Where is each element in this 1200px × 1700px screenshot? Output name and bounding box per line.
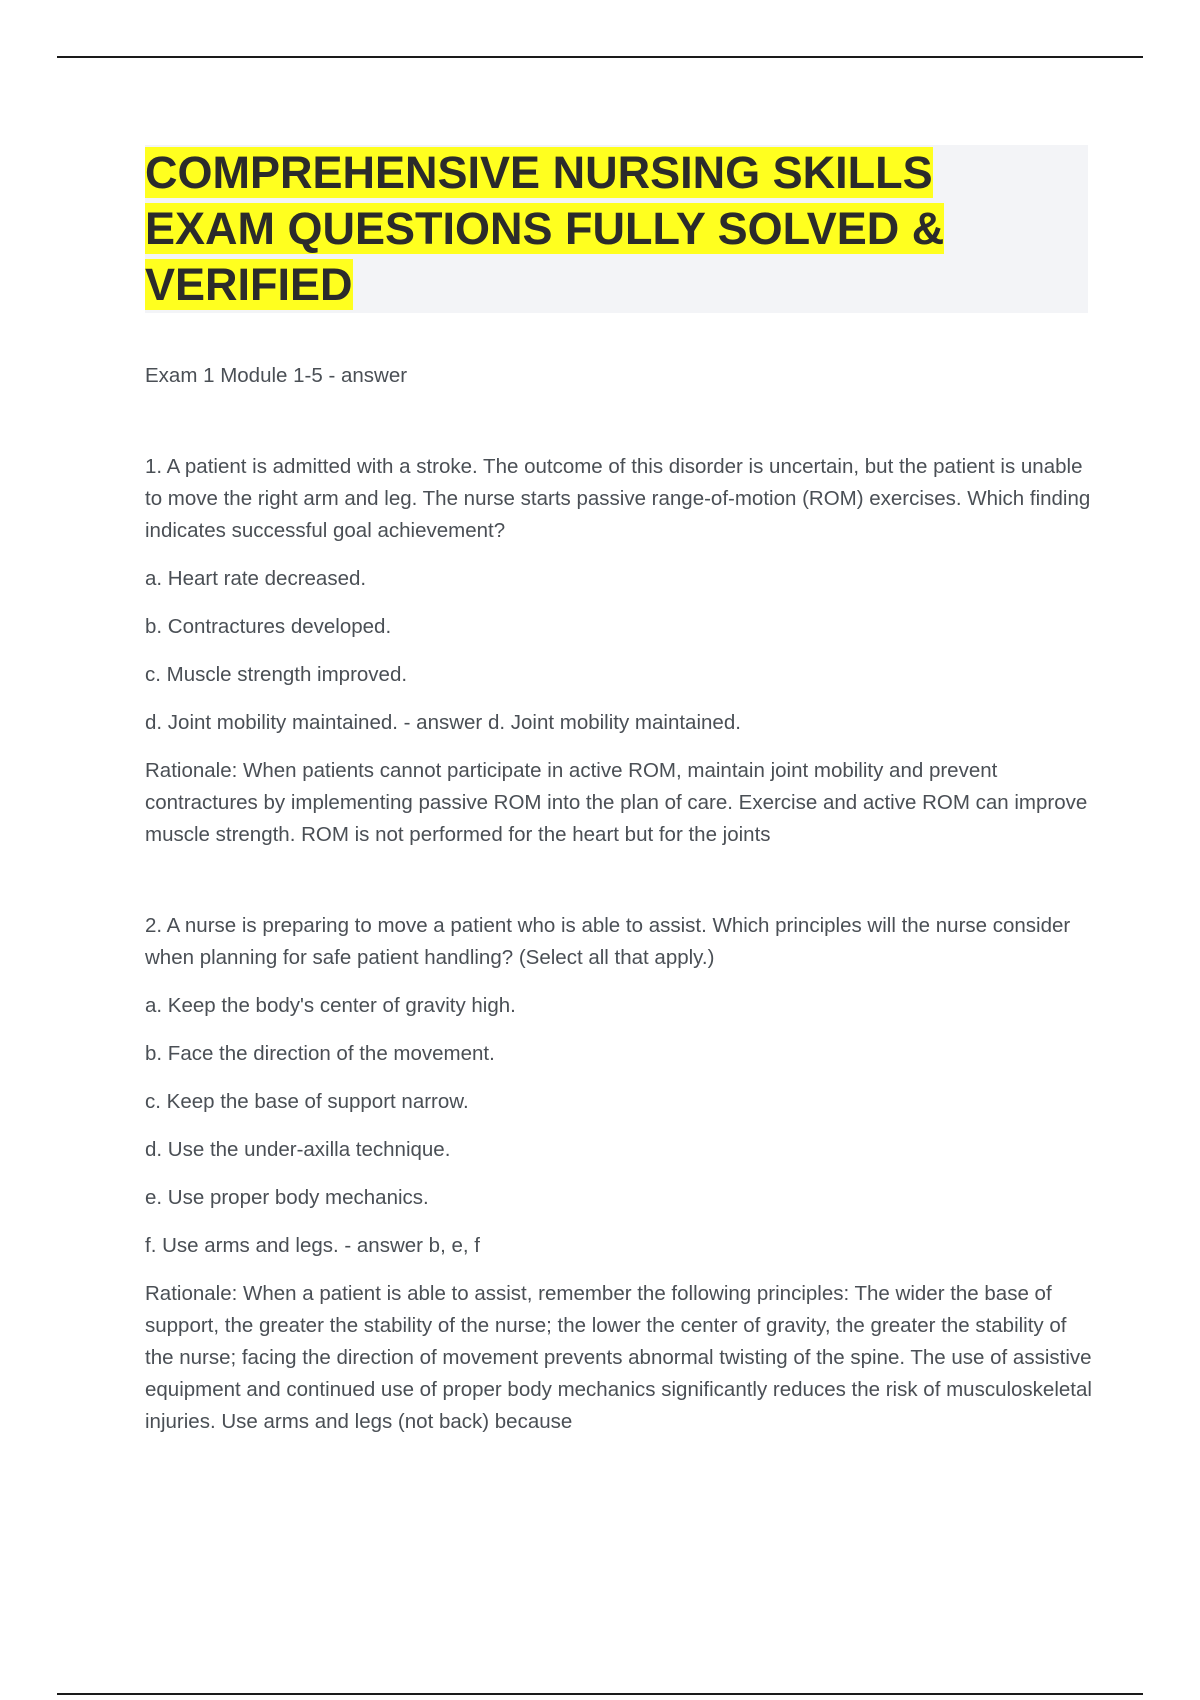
question-stem: 1. A patient is admitted with a stroke. The outcome of this disorder is uncertain, but the patient is unable to move the right arm and leg. The nurse starts passive range-of-motion (ROM) exercises. Which finding indicates successful goal achievement? xyxy=(145,455,1091,542)
top-rule xyxy=(57,56,1143,58)
rationale-text: Rationale: When a patient is able to assist, remember the following principles: The wider the base of support, the greater the stability of the nurse; the lower the center of gravity, the greater the stability of the nurse; facing the direction of movement prevents abnormal twisting of the spine. The use of assistive equipment and continued use of proper body mechanics significantly reduces the risk of musculoskeletal injuries. Use arms and legs (not back) because xyxy=(145,1282,1092,1433)
answer-option: e. Use proper body mechanics. xyxy=(145,1186,429,1209)
answer-option: b. Face the direction of the movement. xyxy=(145,1042,495,1065)
title-line-2: EXAM QUESTIONS FULLY SOLVED & xyxy=(145,203,945,254)
question-1 xyxy=(145,451,1095,851)
answer-option: c. Muscle strength improved. xyxy=(145,663,408,686)
answer-option: a. Heart rate decreased. xyxy=(145,567,367,590)
title-line-1: COMPREHENSIVE NURSING SKILLS xyxy=(145,147,933,198)
bottom-rule xyxy=(57,1693,1143,1695)
title-line-3: VERIFIED xyxy=(145,259,353,310)
question-2 xyxy=(145,910,1095,1438)
document-title xyxy=(145,145,1088,313)
question-stem: 2. A nurse is preparing to move a patient who is able to assist. Which principles will the nurse consider when planning for safe patient handling? (Select all that apply.) xyxy=(145,914,1071,969)
rationale-text: Rationale: When patients cannot participate in active ROM, maintain joint mobility and prevent contractures by implementing passive ROM into the plan of care. Exercise and active ROM can improve muscle strength. ROM is not performed for the heart but for the joints xyxy=(145,759,1088,846)
answer-option: d. Use the under-axilla technique. xyxy=(145,1138,451,1161)
answer-option: d. Joint mobility maintained. - answer d. Joint mobility maintained. xyxy=(145,711,741,734)
answer-option: f. Use arms and legs. - answer b, e, f xyxy=(145,1234,480,1257)
title-block xyxy=(145,145,1088,313)
document-subtitle: Exam 1 Module 1-5 - answer xyxy=(145,364,408,387)
answer-option: a. Keep the body's center of gravity high. xyxy=(145,994,516,1017)
document-body xyxy=(145,360,1095,1438)
answer-option: c. Keep the base of support narrow. xyxy=(145,1090,469,1113)
answer-option: b. Contractures developed. xyxy=(145,615,392,638)
